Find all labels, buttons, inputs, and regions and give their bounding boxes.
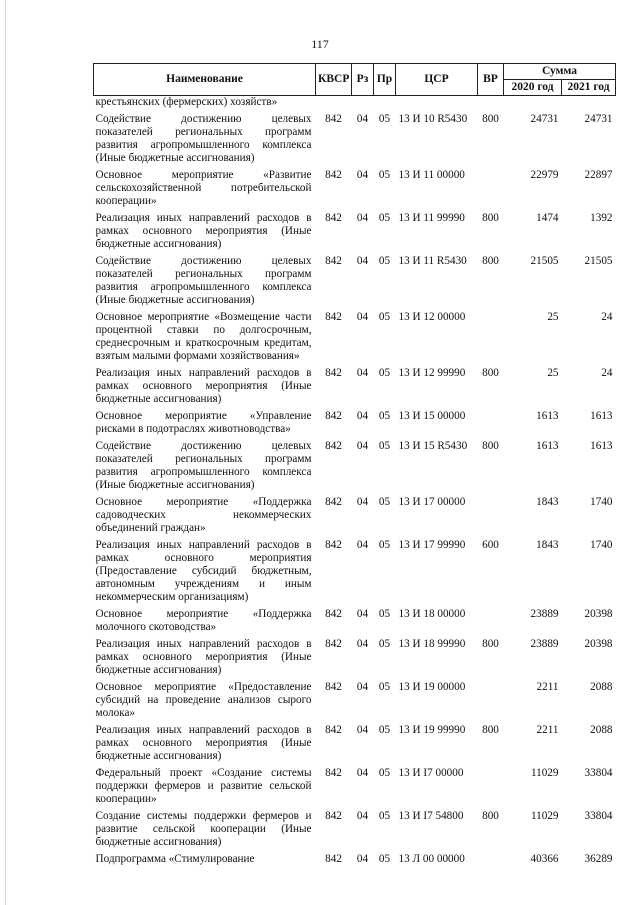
table-row (94, 212, 616, 255)
row-rz: 04 (356, 539, 369, 551)
row-rz: 04 (356, 767, 369, 779)
col-2021-header: 2021 год (562, 80, 616, 96)
col-name-header: Наименование (94, 64, 316, 96)
table-row (94, 724, 616, 767)
row-name: Содействие достижению целевых показателей региональных программ развития агропромышленного комплекса (Иные бюджетные ассигнования) (95, 255, 312, 306)
row-rz: 04 (356, 810, 369, 822)
row-kvsr: 842 (325, 169, 342, 181)
row-sum-2020: 1843 (536, 539, 559, 551)
row-pr: 05 (378, 255, 391, 267)
table-row (94, 113, 616, 169)
row-vr: 600 (482, 539, 499, 551)
row-pr: 05 (378, 853, 391, 865)
row-kvsr: 842 (325, 767, 342, 779)
row-kvsr: 842 (325, 212, 342, 224)
row-name: Реализация иных направлений расходов в рамках основного мероприятия (Иные бюджетные ассигнования) (95, 212, 312, 250)
budget-table (93, 63, 616, 870)
row-name: Основное мероприятие «Поддержка молочного скотоводства» (95, 608, 312, 633)
row-kvsr: 842 (325, 853, 342, 865)
row-csr: 13 И 19 99990 (398, 724, 466, 736)
row-kvsr: 842 (325, 608, 342, 620)
table-row (94, 767, 616, 810)
row-pr: 05 (378, 169, 391, 181)
row-csr: 13 И I7 00000 (398, 767, 464, 779)
row-sum-2021: 21505 (584, 255, 613, 267)
row-kvsr: 842 (325, 311, 342, 323)
row-sum-2021: 2088 (590, 681, 613, 693)
row-sum-2021: 24731 (584, 113, 613, 125)
row-vr (478, 96, 504, 114)
row-rz (352, 96, 374, 114)
row-pr: 05 (378, 810, 391, 822)
row-name: Реализация иных направлений расходов в рамках основного мероприятия (Иные бюджетные ассигнования) (95, 367, 312, 405)
row-vr (478, 410, 504, 440)
col-pr-header: Пр (374, 64, 396, 96)
row-sum-2020: 1613 (536, 410, 559, 422)
row-sum-2020: 2211 (536, 724, 559, 736)
row-sum-2021: 33804 (584, 767, 613, 779)
row-sum-2021: 24 (601, 311, 613, 323)
row-sum-2021 (562, 96, 616, 114)
col-rz-header: Рз (352, 64, 374, 96)
row-kvsr: 842 (325, 724, 342, 736)
table-row (94, 638, 616, 681)
row-sum-2020: 1474 (536, 212, 559, 224)
row-name: Основное мероприятие «Развитие сельскохозяйственной потребительской кооперации» (95, 169, 312, 207)
row-vr (478, 496, 504, 539)
table-row (94, 810, 616, 853)
row-sum-2021: 1740 (590, 496, 613, 508)
row-pr: 05 (378, 311, 391, 323)
row-pr: 05 (378, 724, 391, 736)
row-rz: 04 (356, 496, 369, 508)
row-name: Содействие достижению целевых показателей региональных программ развития агропромышленного комплекса (Иные бюджетные ассигнования) (95, 440, 312, 491)
row-pr: 05 (378, 496, 391, 508)
row-kvsr: 842 (325, 638, 342, 650)
row-rz: 04 (356, 724, 369, 736)
row-csr: 13 И 10 R5430 (398, 113, 468, 125)
table-row (94, 96, 616, 114)
row-csr: 13 И 11 99990 (398, 212, 465, 224)
page-number: 117 (311, 37, 329, 51)
row-vr (478, 608, 504, 638)
table-row (94, 255, 616, 311)
row-kvsr: 842 (325, 255, 342, 267)
row-kvsr: 842 (325, 113, 342, 125)
row-rz: 04 (356, 853, 369, 865)
row-sum-2021: 1613 (590, 440, 613, 452)
row-csr: 13 И 11 00000 (398, 169, 465, 181)
row-rz: 04 (356, 255, 369, 267)
row-csr: 13 И 18 00000 (398, 608, 466, 620)
row-name: Федеральный проект «Создание системы поддержки фермеров и развитие сельской кооперации» (95, 767, 312, 805)
table-row (94, 169, 616, 212)
row-name: Основное мероприятие «Предоставление субсидий на проведение анализов сырого молока» (95, 681, 312, 719)
row-csr: 13 И 15 00000 (398, 410, 466, 422)
row-sum-2020: 1613 (536, 440, 559, 452)
table-row (94, 440, 616, 496)
row-rz: 04 (356, 169, 369, 181)
row-name: Подпрограмма «Стимулирование (95, 853, 255, 865)
row-csr (396, 96, 478, 114)
row-sum-2020: 11029 (530, 767, 559, 779)
row-vr: 800 (482, 212, 499, 224)
row-csr: 13 И I7 54800 (398, 810, 464, 822)
table-row (94, 853, 616, 870)
row-name: Реализация иных направлений расходов в рамках основного мероприятия (Иные бюджетные ассигнования) (95, 724, 312, 762)
row-rz: 04 (356, 410, 369, 422)
row-pr: 05 (378, 212, 391, 224)
row-pr: 05 (378, 608, 391, 620)
row-sum-2020: 2211 (536, 681, 559, 693)
row-pr: 05 (378, 638, 391, 650)
col-2020-header: 2020 год (504, 80, 562, 96)
row-csr: 13 И 18 99990 (398, 638, 466, 650)
table-row (94, 681, 616, 724)
row-sum-2020 (504, 96, 562, 114)
row-sum-2020: 25 (547, 367, 559, 379)
row-csr: 13 И 19 00000 (398, 681, 466, 693)
table-row (94, 311, 616, 367)
row-vr (478, 681, 504, 724)
table-row (94, 608, 616, 638)
row-vr: 800 (482, 367, 499, 379)
row-csr: 13 И 12 00000 (398, 311, 466, 323)
row-pr: 05 (378, 367, 391, 379)
row-vr (478, 767, 504, 810)
row-vr: 800 (482, 255, 499, 267)
row-pr (374, 96, 396, 114)
row-pr: 05 (378, 440, 391, 452)
row-sum-2021: 1740 (590, 539, 613, 551)
row-sum-2020: 1843 (536, 496, 559, 508)
row-name: Реализация иных направлений расходов в рамках основного мероприятия (Предоставление субсидий бюджетным, автономным учреждениям и иным некоммерческим организациям) (95, 539, 312, 603)
row-pr: 05 (378, 539, 391, 551)
row-sum-2020: 21505 (530, 255, 559, 267)
row-sum-2020: 11029 (530, 810, 559, 822)
col-vr-header: ВР (478, 64, 504, 96)
row-kvsr (316, 96, 352, 114)
table-header (94, 64, 616, 96)
page-margin-line (5, 0, 6, 905)
table-row (94, 367, 616, 410)
row-pr: 05 (378, 767, 391, 779)
col-csr-header: ЦСР (396, 64, 478, 96)
row-rz: 04 (356, 212, 369, 224)
row-vr (478, 853, 504, 870)
row-kvsr: 842 (325, 810, 342, 822)
row-sum-2020: 24731 (530, 113, 559, 125)
row-kvsr: 842 (325, 496, 342, 508)
row-csr: 13 И 12 99990 (398, 367, 466, 379)
row-csr: 13 И 17 00000 (398, 496, 466, 508)
row-kvsr: 842 (325, 367, 342, 379)
row-vr (478, 311, 504, 367)
row-name: Реализация иных направлений расходов в рамках основного мероприятия (Иные бюджетные ассигнования) (95, 638, 312, 676)
row-vr: 800 (482, 810, 499, 822)
table-body (94, 96, 616, 871)
row-pr: 05 (378, 113, 391, 125)
row-sum-2021: 2088 (590, 724, 613, 736)
row-vr: 800 (482, 113, 499, 125)
row-sum-2020: 22979 (530, 169, 559, 181)
row-kvsr: 842 (325, 539, 342, 551)
row-sum-2020: 23889 (530, 608, 559, 620)
row-csr: 13 И 17 99990 (398, 539, 466, 551)
row-csr: 13 И 15 R5430 (398, 440, 468, 452)
row-pr: 05 (378, 410, 391, 422)
row-sum-2021: 24 (601, 367, 613, 379)
col-sum-header: Сумма (504, 64, 616, 80)
row-name: Создание системы поддержки фермеров и развитие сельской кооперации (Иные бюджетные ассигнования) (95, 810, 312, 848)
row-sum-2021: 1392 (590, 212, 613, 224)
row-rz: 04 (356, 681, 369, 693)
row-name: Основное мероприятие «Поддержка садоводческих некоммерческих объединений граждан» (95, 496, 312, 534)
row-rz: 04 (356, 311, 369, 323)
row-sum-2020: 40366 (530, 853, 559, 865)
row-csr: 13 Л 00 00000 (398, 853, 465, 865)
row-name: крестьянских (фермерских) хозяйств» (95, 96, 278, 108)
row-name: Основное мероприятие «Возмещение части процентной ставки по долгосрочным, среднесрочным и краткосрочным кредитам, взятым малыми формами хозяйствования» (95, 311, 312, 362)
row-sum-2021: 20398 (584, 608, 613, 620)
col-kvsr-header: КВСР (316, 64, 352, 96)
table-row (94, 539, 616, 608)
table-row (94, 496, 616, 539)
row-vr: 800 (482, 638, 499, 650)
row-sum-2020: 25 (547, 311, 559, 323)
row-vr (478, 169, 504, 212)
row-sum-2021: 20398 (584, 638, 613, 650)
row-kvsr: 842 (325, 681, 342, 693)
table-row (94, 410, 616, 440)
row-sum-2020: 23889 (530, 638, 559, 650)
row-name: Содействие достижению целевых показателей региональных программ развития агропромышленного комплекса (Иные бюджетные ассигнования) (95, 113, 312, 164)
row-sum-2021: 36289 (584, 853, 613, 865)
row-name: Основное мероприятие «Управление рисками в подотраслях животноводства» (95, 410, 312, 435)
row-vr: 800 (482, 440, 499, 452)
row-rz: 04 (356, 638, 369, 650)
row-csr: 13 И 11 R5430 (398, 255, 467, 267)
row-kvsr: 842 (325, 410, 342, 422)
row-sum-2021: 22897 (584, 169, 613, 181)
row-rz: 04 (356, 367, 369, 379)
row-sum-2021: 33804 (584, 810, 613, 822)
row-rz: 04 (356, 608, 369, 620)
row-kvsr: 842 (325, 440, 342, 452)
row-rz: 04 (356, 440, 369, 452)
row-rz: 04 (356, 113, 369, 125)
row-vr: 800 (482, 724, 499, 736)
row-pr: 05 (378, 681, 391, 693)
row-sum-2021: 1613 (590, 410, 613, 422)
